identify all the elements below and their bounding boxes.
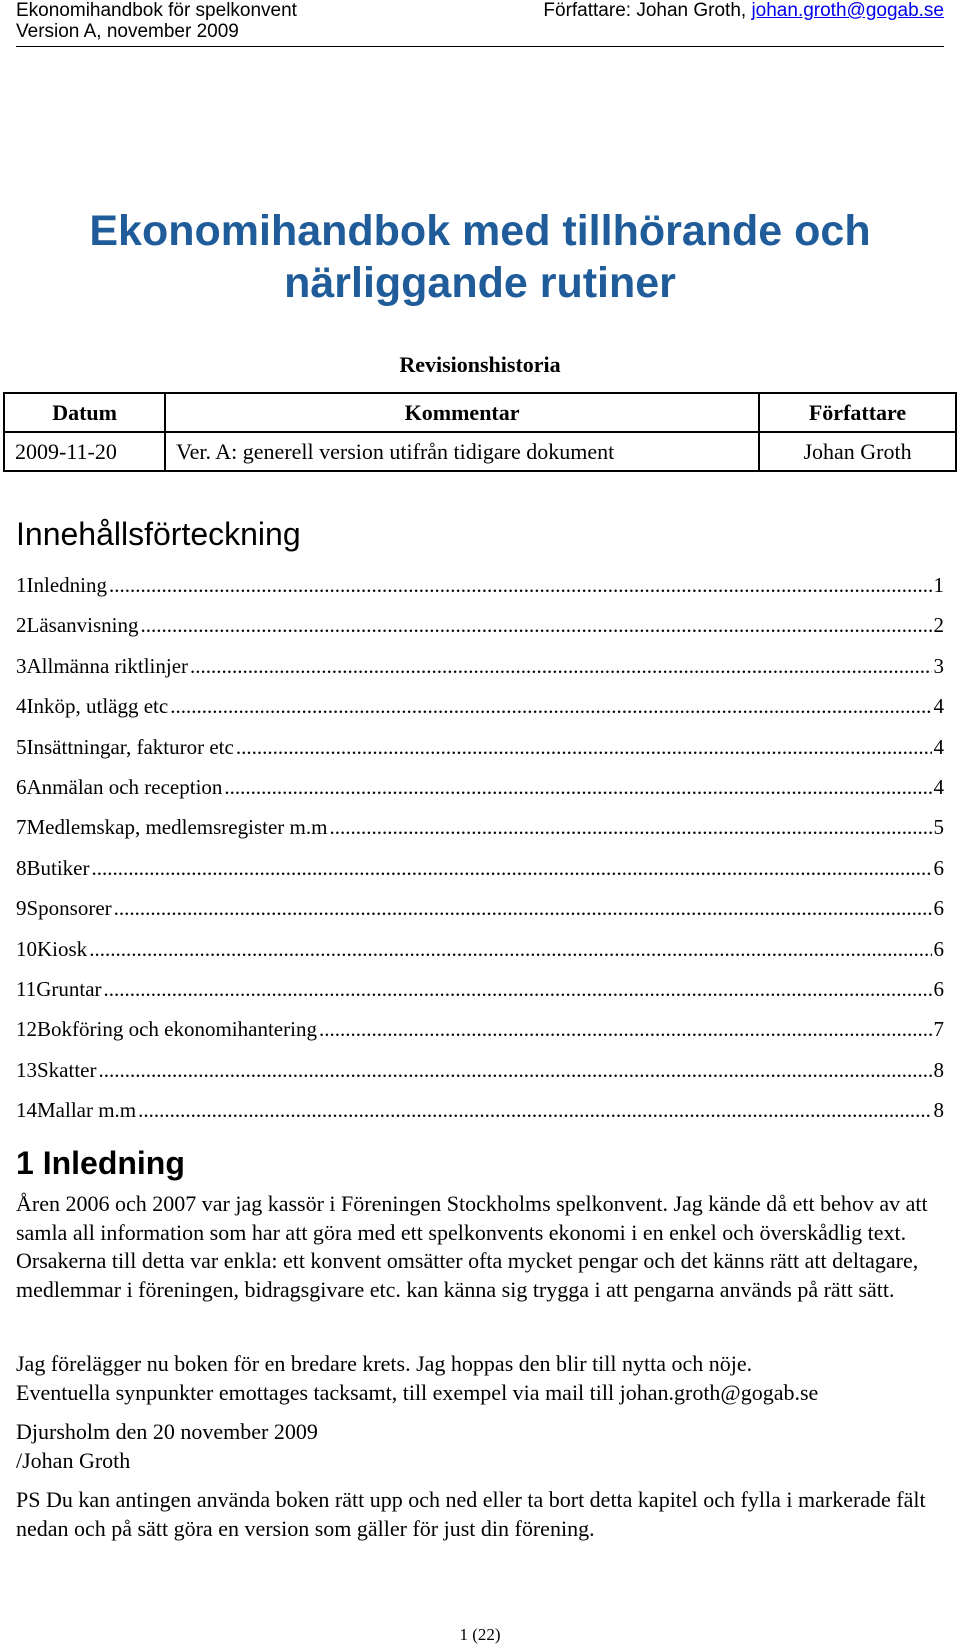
- intro-paragraph-2-line-1: Jag förelägger nu boken för en bredare krets. Jag hoppas den blir till nytta och nöje.: [16, 1351, 753, 1376]
- author-email-link[interactable]: johan.groth@gogab.se: [751, 0, 944, 21]
- toc-item-page: 2: [933, 613, 944, 638]
- revision-history-caption: Revisionshistoria: [399, 352, 561, 377]
- toc-item-page: 4: [933, 694, 944, 719]
- header-author-label: Författare: Johan Groth,: [543, 0, 752, 21]
- intro-paragraph-2: [16, 1350, 946, 1407]
- toc-item-label: 13Skatter: [16, 1057, 97, 1082]
- intro-paragraph-1: Åren 2006 och 2007 var jag kassör i Föreningen Stockholms spelkonvent. Jag kände då ett behov av att samla all information som har att göra med ett spelkonvents ekonomi i en enkel och överskådlig text. Orsakerna till detta var enkla: ett konvent omsätter ofta mycket pengar och det känns rätt att deltagare, medlemmar i föreningen, bidragsgivare etc. kan känna sig trygga i att pengarna används på rätt sätt.: [16, 1191, 928, 1302]
- header-document-name: Ekonomihandbok för spelkonvent: [16, 0, 297, 21]
- column-header-comment: Kommentar: [165, 393, 759, 432]
- toc-item[interactable]: [16, 605, 944, 645]
- toc-item[interactable]: [16, 767, 944, 807]
- revision-history-table: [3, 392, 957, 472]
- toc-item-page: 8: [933, 1057, 944, 1082]
- toc-item-label: 8Butiker: [16, 855, 90, 880]
- signature-place-date: Djursholm den 20 november 2009: [16, 1419, 318, 1444]
- toc-item[interactable]: [16, 1009, 944, 1049]
- toc-item-label: 12Bokföring och ekonomihantering: [16, 1017, 317, 1042]
- table-of-contents: [16, 565, 944, 1130]
- toc-item-label: 11Gruntar: [16, 976, 102, 1001]
- document-title-line-2: närliggande rutiner: [284, 259, 676, 307]
- toc-item[interactable]: [16, 565, 944, 605]
- toc-item-label: 9Sponsorer: [16, 896, 112, 921]
- toc-item-page: 6: [933, 936, 944, 961]
- toc-item-page: 6: [933, 976, 944, 1001]
- table-row: [4, 432, 956, 471]
- toc-item-label: 3Allmänna riktlinjer: [16, 653, 189, 678]
- toc-item-label: 5Insättningar, fakturor etc: [16, 734, 234, 759]
- cell-date: 2009-11-20: [4, 432, 165, 471]
- section-heading-inledning: 1 Inledning: [16, 1145, 185, 1181]
- column-header-author: Författare: [759, 393, 956, 432]
- toc-item-page: 4: [933, 774, 944, 799]
- signature-block: [16, 1418, 946, 1475]
- header-version: Version A, november 2009: [16, 21, 239, 42]
- toc-item-label: 4Inköp, utlägg etc: [16, 694, 169, 719]
- toc-item-label: 10Kiosk: [16, 936, 88, 961]
- toc-item-page: 5: [933, 815, 944, 840]
- toc-item-page: 8: [933, 1098, 944, 1123]
- page-number: 1 (22): [459, 1625, 501, 1644]
- cell-comment: Ver. A: generell version utifrån tidigare dokument: [165, 432, 759, 471]
- toc-item[interactable]: [16, 727, 944, 767]
- toc-item-label: 1Inledning: [16, 573, 107, 597]
- page-header: [16, 0, 944, 47]
- toc-item[interactable]: [16, 1090, 944, 1130]
- toc-item[interactable]: [16, 646, 944, 686]
- column-header-date: Datum: [4, 393, 165, 432]
- postscript-paragraph: PS Du kan antingen använda boken rätt upp och ned eller ta bort detta kapitel och fylla i markerade fält nedan och på sätt göra en version som gäller för just din förening.: [16, 1487, 926, 1541]
- document-title: [0, 205, 960, 309]
- toc-item[interactable]: [16, 807, 944, 847]
- toc-item-label: 2Läsanvisning: [16, 613, 139, 638]
- toc-item-page: 6: [933, 896, 944, 921]
- toc-heading: Innehållsförteckning: [16, 516, 301, 552]
- toc-item-page: 7: [933, 1017, 944, 1042]
- toc-item[interactable]: [16, 888, 944, 928]
- toc-item-page: 1: [933, 573, 944, 597]
- toc-item-page: 4: [933, 734, 944, 759]
- toc-item-label: 14Mallar m.m: [16, 1098, 137, 1123]
- header-author: [543, 0, 944, 22]
- document-title-line-1: Ekonomihandbok med tillhörande och: [89, 207, 871, 255]
- toc-item[interactable]: [16, 848, 944, 888]
- cell-author: Johan Groth: [759, 432, 956, 471]
- signature-name: /Johan Groth: [16, 1447, 131, 1473]
- toc-item[interactable]: [16, 686, 944, 726]
- toc-item-page: 6: [933, 855, 944, 880]
- toc-item[interactable]: [16, 969, 944, 1009]
- toc-item[interactable]: [16, 929, 944, 969]
- intro-paragraph-2-line-2: Eventuella synpunkter emottages tacksamt, till exempel via mail till johan.groth@gogab.se: [16, 1379, 819, 1405]
- table-header-row: [4, 393, 956, 432]
- toc-item-label: 7Medlemskap, medlemsregister m.m: [16, 815, 328, 840]
- toc-item-label: 6Anmälan och reception: [16, 774, 223, 799]
- toc-item[interactable]: [16, 1050, 944, 1090]
- toc-item-page: 3: [933, 653, 944, 678]
